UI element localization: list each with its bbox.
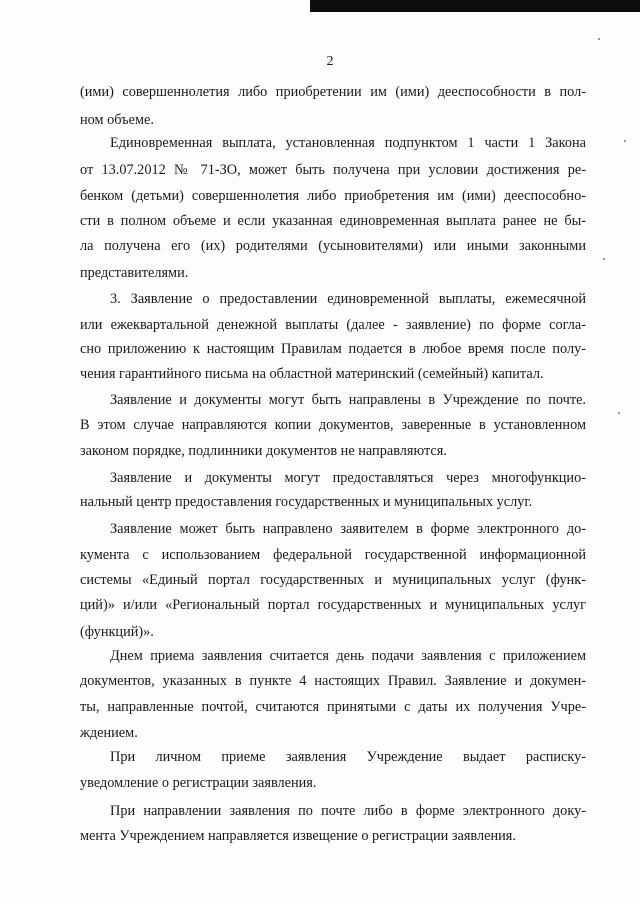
text-line: Заявление и документы могут быть направлены в Учреждение по почте. bbox=[110, 392, 586, 408]
text-line: или ежеквартальной денежной выплаты (далее - заявление) по форме согла- bbox=[80, 317, 586, 333]
scan-edge-bar bbox=[310, 0, 640, 12]
text-line: Заявление может быть направлено заявителем в форме электронного до- bbox=[110, 521, 586, 537]
text-line: Заявление и документы могут предоставляться через многофункцио- bbox=[110, 470, 586, 486]
text-line: системы «Единый портал государственных и муниципальных услуг (функ- bbox=[80, 572, 586, 588]
text-line: ты, направленные почтой, считаются принятыми с даты их получения Учре- bbox=[80, 699, 586, 715]
text-line: ждением. bbox=[80, 725, 138, 741]
text-line: (функций)». bbox=[80, 624, 154, 640]
text-line: мента Учреждением направляется извещение о регистрации заявления. bbox=[80, 828, 516, 844]
text-line: бенком (детьми) совершеннолетия либо приобретения им (ими) дееспособно- bbox=[80, 188, 586, 204]
text-line: сно приложению к настоящим Правилам подается в любое время после полу- bbox=[80, 341, 586, 357]
text-line: нальный центр предоставления государственных и муниципальных услуг. bbox=[80, 494, 533, 510]
text-line: При направлении заявления по почте либо в форме электронного доку- bbox=[110, 803, 586, 819]
text-line: Единовременная выплата, установленная подпунктом 1 части 1 Закона bbox=[110, 135, 586, 151]
text-line: (ими) совершеннолетия либо приобретении им (ими) дееспособности в пол- bbox=[80, 84, 586, 100]
text-line: При личном приеме заявления Учреждение выдает расписку- bbox=[110, 749, 586, 765]
scan-speck bbox=[624, 140, 626, 142]
text-line: сти в полном объеме и если указанная единовременная выплата ранее не бы- bbox=[80, 213, 586, 229]
text-line: В этом случае направляются копии документов, заверенные в установленном bbox=[80, 417, 586, 433]
text-line: представителями. bbox=[80, 265, 189, 281]
text-line: кумента с использованием федеральной государственной информационной bbox=[80, 547, 586, 563]
text-line: документов, указанных в пункте 4 настоящих Правил. Заявление и докумен- bbox=[80, 673, 586, 689]
text-line: от 13.07.2012 № 71-ЗО, может быть получена при условии достижения ре- bbox=[80, 162, 586, 178]
text-line: ла получена его (их) родителями (усыновителями) или иными законными bbox=[80, 238, 586, 254]
text-line: ном объеме. bbox=[80, 112, 154, 128]
scan-speck bbox=[598, 38, 600, 40]
text-line: Днем приема заявления считается день подачи заявления с приложением bbox=[110, 648, 586, 664]
scan-speck bbox=[618, 412, 620, 414]
text-line: чения гарантийного письма на областной материнский (семейный) капитал. bbox=[80, 366, 544, 382]
text-line: законом порядке, подлинники документов не направляются. bbox=[80, 443, 447, 459]
scan-speck bbox=[603, 258, 605, 260]
page-number: 2 bbox=[326, 54, 334, 69]
text-line: уведомление о регистрации заявления. bbox=[80, 775, 317, 791]
text-line: 3. Заявление о предоставлении единовременной выплаты, ежемесячной bbox=[110, 291, 586, 307]
text-line: ций)» и/или «Региональный портал государственных и муниципальных услуг bbox=[80, 597, 586, 613]
